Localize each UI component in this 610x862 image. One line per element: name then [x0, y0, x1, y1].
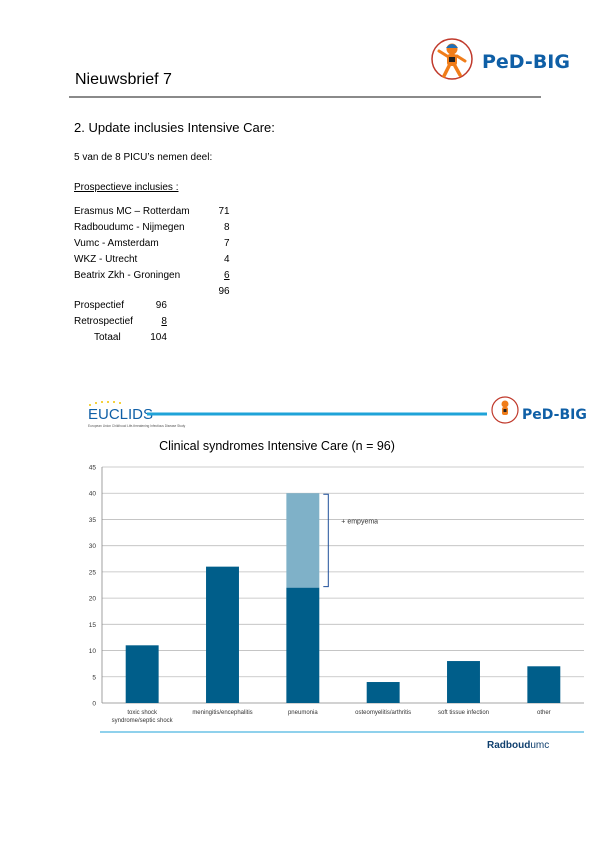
bar — [527, 666, 560, 703]
chart-area — [89, 465, 584, 725]
intro-text: 5 van de 8 PICU’s nemen deel: — [74, 152, 213, 163]
table-row — [74, 313, 167, 329]
radboudumc-logo — [487, 740, 549, 751]
bar — [447, 661, 480, 703]
x-tick-label: osteomyelitis/arthritis — [355, 710, 412, 716]
summary-value: 104 — [150, 331, 167, 343]
site-name: Vumc - Amsterdam — [74, 237, 159, 249]
bar — [286, 588, 319, 703]
site-count: 8 — [224, 221, 230, 233]
ped-big-logo-top — [430, 36, 580, 82]
bar — [206, 567, 239, 703]
newsletter-title: Nieuwsbrief 7 — [75, 71, 172, 88]
table-row — [74, 219, 230, 235]
y-tick-label: 45 — [88, 464, 96, 472]
header-divider — [69, 96, 541, 98]
table-row — [74, 267, 230, 283]
summary-value: 8 — [161, 315, 167, 327]
site-name: Radboudumc - Nijmegen — [74, 221, 185, 233]
inclusions-table — [74, 203, 230, 299]
bar-stacked — [286, 493, 319, 587]
bar — [126, 645, 159, 703]
summary-label: Prospectief — [74, 299, 125, 311]
table-row — [74, 329, 167, 345]
inclusions-total: 96 — [218, 285, 230, 297]
chart-slide — [0, 392, 610, 762]
logo-text-top: PeD-BIG — [482, 51, 570, 73]
y-tick-label: 35 — [88, 516, 96, 524]
x-tick-label: pneumonia — [287, 710, 318, 716]
annotation-bracket — [323, 494, 328, 586]
summary-label: Totaal — [94, 331, 121, 343]
table-row — [74, 251, 230, 267]
site-name: Erasmus MC – Rotterdam — [74, 205, 190, 217]
y-tick-label: 30 — [88, 543, 96, 551]
euclids-logo-subtext: European Union Childhood Life-threatening Infectious Disease Study — [88, 424, 186, 428]
site-name: WKZ - Utrecht — [74, 253, 138, 265]
y-tick-label: 25 — [88, 569, 96, 577]
y-tick-label: 15 — [88, 621, 96, 629]
section-title: 2. Update inclusies Intensive Care: — [74, 120, 275, 135]
site-name: Beatrix Zkh - Groningen — [74, 269, 181, 281]
radboud-logo-bold: Radboud — [487, 740, 531, 751]
site-count: 6 — [224, 269, 230, 281]
x-tick-label: meningitis/encephalitis — [192, 710, 253, 716]
chart-title: Clinical syndromes Intensive Care (n = 96) — [159, 439, 395, 453]
y-tick-label: 5 — [92, 674, 96, 682]
summary-table — [74, 297, 167, 345]
x-tick-label: other — [536, 710, 551, 716]
ped-big-logo-slide — [492, 397, 587, 423]
y-tick-label: 40 — [88, 490, 96, 498]
y-tick-label: 10 — [88, 648, 96, 656]
logo-text-slide: PeD-BIG — [522, 407, 587, 423]
table-row — [74, 235, 230, 251]
y-tick-label: 20 — [88, 595, 96, 603]
site-count: 7 — [224, 237, 230, 249]
radboud-logo-light: umc — [530, 740, 550, 751]
euclids-logo-text: EUCLIDS — [88, 406, 154, 423]
summary-label: Retrospectief — [74, 315, 133, 327]
x-tick-label: soft tissue infection — [437, 710, 490, 716]
y-tick-label: 0 — [92, 700, 96, 708]
table-row — [74, 203, 230, 219]
bar — [367, 682, 400, 703]
x-tick-label: toxic shock — [127, 710, 158, 716]
inclusions-subheading: Prospectieve inclusies : — [74, 182, 179, 193]
site-count: 4 — [224, 253, 230, 265]
site-count: 71 — [218, 205, 230, 217]
table-row — [74, 297, 167, 313]
annotation-label: + empyema — [341, 518, 379, 526]
x-tick-label: syndrome/septic shock — [111, 718, 173, 724]
mascot-figure-icon — [502, 401, 509, 408]
summary-value: 96 — [155, 299, 167, 311]
